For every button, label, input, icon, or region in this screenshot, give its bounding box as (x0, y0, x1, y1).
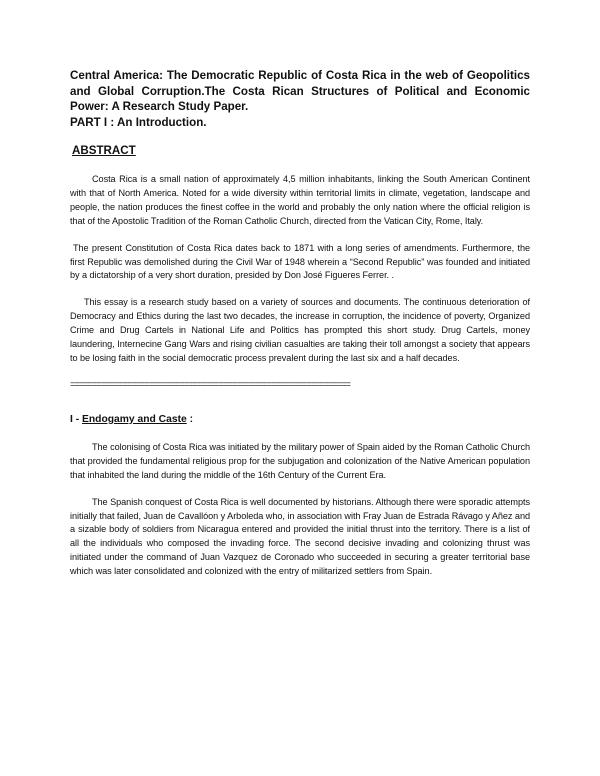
abstract-heading: ABSTRACT (72, 144, 136, 157)
document-body (70, 68, 530, 592)
abstract-paragraph-3: This essay is a research study based on a variety of sources and documents. The continuous deterioration of Democracy and Ethics during the last two decades, the increase in corruption, the incidence of poverty, Organized Crime and Drug Cartels in National Life and Politics has prompted this short study. Drug Cartels, money laundering, Internecine Gang Wars and rising civilian casualties are taking their toll amongst a society that appears to be losing faith in the social democratic process prevalent during the last six and a half decades. (70, 297, 530, 363)
section-number: I - (70, 413, 83, 425)
section-paragraph-1: The colonising of Costa Rica was initiated by the military power of Spain aided by the Roman Catholic Church that provided the fundamental religious prop for the subjugation and colonization of the Native American population that inhabited the land during the middle of the 16th Century of the Current Era. (70, 441, 530, 480)
abstract-paragraph-1: Costa Rica is a small nation of approximately 4,5 million inhabitants, linking the South American Continent with that of North America. Noted for a wide diversity within territorial limits in climate, vegetation, landscape and people, the nation produces the finest coffee in the world and probably the only nation where the official religion is that of the Apostolic Tradition of the Roman Catholic Church, directed from the Vatican City, Rome, Italy. (70, 174, 530, 226)
section-colon: : (186, 413, 194, 425)
document-title: Central America: The Democratic Republic of Costa Rica in the web of Geopolitics and Global Corruption.The Costa Rican Structures of Political and Economic Power: A Research Study Paper. (70, 69, 530, 113)
section-paragraph-2: The Spanish conquest of Costa Rica is well documented by historians. Although there were sporadic attempts initially that failed, Juan de Cavallóon y Arboleda who, in association with Fray Juan de Estrada Rávago y Añez and a sizable body of soldiers from Nicaragua entered and provided the initial thrust into the territory. There is a list of all the individuals who composed the invading force. The second decisive invading and colonizing thrust was initiated under the command of Juan Vazquez de Coronado who succeeded in securing a greater territorial base which was later consolidated and colonized with the entry of militarized settlers from Spain. (70, 496, 530, 577)
part-heading: PART I : An Introduction. (70, 115, 207, 129)
abstract-paragraph-2: The present Constitution of Costa Rica dates back to 1871 with a long series of amendments. Furthermore, the first Republic was demolished during the Civil War of 1948 wherein a “Second Republic” was founded and initiated by a dictatorship of a very short duration, presided by Don José Figueres Ferrer. . (70, 242, 530, 281)
separator-line: ================================================================ (70, 379, 351, 390)
section-heading (70, 413, 530, 427)
section-title: Endogamy and Caste (82, 413, 187, 425)
